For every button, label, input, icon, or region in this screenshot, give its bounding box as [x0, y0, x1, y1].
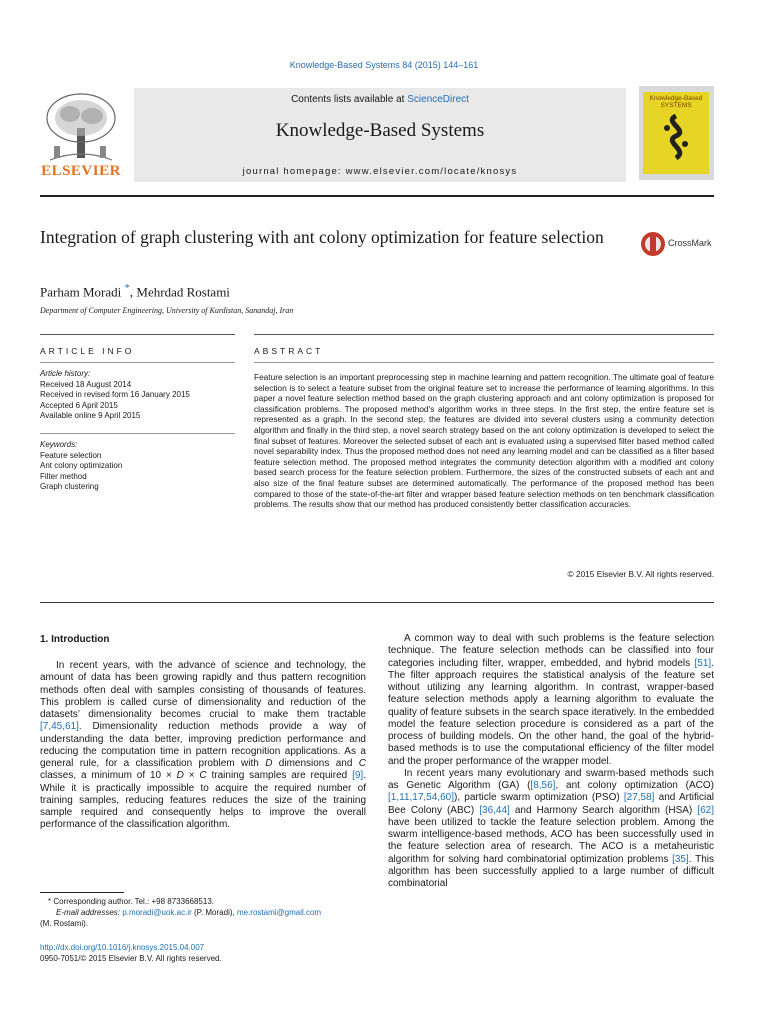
email-note-cont: (M. Rostami). [40, 919, 88, 928]
body-divider [40, 602, 714, 603]
sciencedirect-link[interactable]: ScienceDirect [407, 94, 469, 105]
section-heading-introduction: 1. Introduction [40, 634, 110, 645]
homepage-link[interactable]: www.elsevier.com/locate/knosys [345, 166, 518, 177]
history-item: Received in revised form 16 January 2015 [40, 390, 190, 399]
email-link[interactable]: me.rostami@gmail.com [236, 908, 322, 917]
paragraph: In recent years, with the advance of science and technology, the amount of data has been growing rapidly and thus pattern recognition methods often deal with samples consisting of thousands of features. This problem is called curse of dimensionality and reduction of the datasets’ dimensionality becomes crucial to make them tractable [7,45,61]. Dimensionality reduction methods provide a way of understanding the data better, improving prediction performance and reducing the computation time in pattern recognition applications. As a general rule, for a classification problem with D dimensions and C classes, a minimum of 10 × D × C training samples are required [9]. While it is practically impossible to acquire the required number of training samples, reducing features reduces the size of the training sample required and consequently helps to improve the overall performance of the classification algorithm. [40, 660, 367, 831]
citation-link[interactable]: [7,45,61] [40, 721, 79, 733]
history-item: Accepted 6 April 2015 [40, 400, 118, 410]
journal-homepage [134, 166, 626, 177]
keyword-item: Filter method [40, 471, 87, 481]
citation-link[interactable]: [35] [672, 853, 689, 865]
history-item: Available online 9 April 2015 [40, 411, 141, 420]
author-name: Mehrdad Rostami [136, 284, 230, 300]
cover-title [643, 95, 709, 109]
author-list [40, 282, 230, 300]
doi-block [40, 942, 366, 964]
author-name: Parham Moradi [40, 284, 122, 300]
keywords [40, 440, 235, 493]
article-info-heading: ARTICLE INFO [40, 346, 135, 356]
cover-title-line1: Knowledge-Based [649, 95, 703, 102]
abstract-subdivider [254, 362, 714, 363]
issn-line: 0950-7051/© 2015 Elsevier B.V. All rights reserved. [40, 954, 222, 963]
history-label: Article history: [40, 369, 91, 378]
affiliation: Department of Computer Engineering, University of Kurdistan, Sanandaj, Iran [40, 306, 294, 315]
keyword-item: Graph clustering [40, 482, 99, 491]
footnotes [40, 896, 366, 929]
doi-link[interactable]: http://dx.doi.org/10.1016/j.knosys.2015.04.007 [40, 943, 205, 952]
journal-title: Knowledge-Based Systems [275, 120, 485, 141]
citation-link[interactable]: [51] [694, 657, 712, 669]
keyword-item: Feature selection [40, 450, 102, 460]
history-item: Received 18 August 2014 [40, 379, 132, 389]
contents-prefix: Contents lists available at [291, 94, 408, 105]
citation-link[interactable]: [9] [352, 770, 364, 782]
homepage-prefix: journal homepage: [242, 166, 346, 177]
journal-reference[interactable]: Knowledge-Based Systems 84 (2015) 144–161 [289, 60, 479, 70]
header-divider [40, 195, 714, 197]
abstract-text: Feature selection is an important preprocessing step in machine learning and pattern recognition. The ultimate goal of feature selection is to select a feature subset from the original feature set to increase the performance of learning algorithms. In this paper a novel feature selection method based on the graph clustering approach and ant colony optimization is proposed for classification problems. The proposed method’s algorithm works in three steps. In the first step, the entire feature set is represented as a graph. In the second step, the features are divided into several clusters using a community detection algorithm and finally in the third step, a novel search strategy based on the ant colony optimization is developed to select the final subset of features. Moreover the selected subset of each ant is evaluated using a supervised filter based method called novel separability index. Thus the proposed method does not need any learning model and can be classified as a filter based feature selection method. The proposed method integrates the community detection algorithm with a modified ant colony based search process for the feature selection problem. Furthermore, the sizes of the constructed subsets of each ant and also size of the final feature subset are determined automatically. The performance of the proposed method has been compared to those of the state-of-the-art filter and wrapper based feature selection methods on ten benchmark classification problems. The results show that our method has produced consistently better classification accuracies. [254, 372, 714, 510]
citation-link[interactable]: [36,44] [479, 804, 510, 816]
body-column-left [40, 660, 366, 832]
citation-link[interactable]: [62] [697, 804, 714, 816]
info-divider [40, 334, 235, 335]
citation-link[interactable]: [1,11,17,54,60] [388, 792, 454, 804]
abstract-copyright: © 2015 Elsevier B.V. All rights reserved. [567, 569, 714, 579]
citation-link[interactable]: [8,56] [530, 780, 556, 791]
keywords-divider [40, 433, 235, 434]
cover-title-line2: SYSTEMS [660, 102, 692, 109]
crossmark-label[interactable]: CrossMark [668, 238, 712, 248]
info-subdivider [40, 362, 235, 363]
contents-line [134, 94, 626, 105]
keywords-label: Keywords: [40, 440, 78, 449]
email-note: E-mail addresses: p.moradi@uok.ac.ir (P. Moradi), me.rostami@gmail.com [56, 908, 322, 917]
email-link[interactable]: p.moradi@uok.ac.ir [122, 908, 192, 917]
body-column-right [388, 633, 714, 890]
article-title: Integration of graph clustering with ant colony optimization for feature selection [40, 227, 604, 247]
abstract-divider [254, 334, 714, 335]
corresponding-author-note: * Corresponding author. Tel.: +98 8733668513. [48, 897, 214, 906]
publisher-logo-text: ELSEVIER [41, 163, 121, 179]
abstract-heading: ABSTRACT [254, 346, 324, 356]
article-history [40, 369, 235, 422]
corresponding-author-mark[interactable]: * [124, 282, 130, 294]
citation-link[interactable]: [27,58] [623, 792, 655, 804]
footnote-divider [40, 892, 124, 893]
keyword-item: Ant colony optimization [40, 461, 123, 470]
paragraph: A common way to deal with such problems is the feature selection technique. The feature selection methods can be classified into four categories including filter, wrapper, embedded, and hybrid models [51]. The filter approach requires the statistical analysis of the feature set without utilizing any learning algorithm. In contrast, wrapper-based feature selection methods apply a learning algorithm to evaluate the quality of feature subsets in the search space iteratively. In the embedded model the feature selection procedure is considered as a part of the process of building models. On the other hand, the goal of the hybrid-based methods is to use the computational efficiency of the filter model and the proper performance of the wrapper model. [388, 633, 714, 767]
paragraph: In recent years many evolutionary and swarm-based methods such as Genetic Algorithm (GA) ([8,56], ant colony optimization (ACO) [1,11,17,54,60]), particle swarm optimization (PSO) [27,58] and Artificial Bee Colony (ABC) [36,44] and Harmony Search algorithm (HSA) [62] have been utilized to tackle the feature selection problem. Among the swarm intelligence-based methods, ACO has been successfully used in the feature selection area of research. The ACO is a metaheuristic algorithm for solving hard combinatorial optimization problems [35]. This algorithm has been successfully applied to a large number of difficult combinatorial [388, 767, 714, 889]
author-separator: , [129, 284, 137, 300]
